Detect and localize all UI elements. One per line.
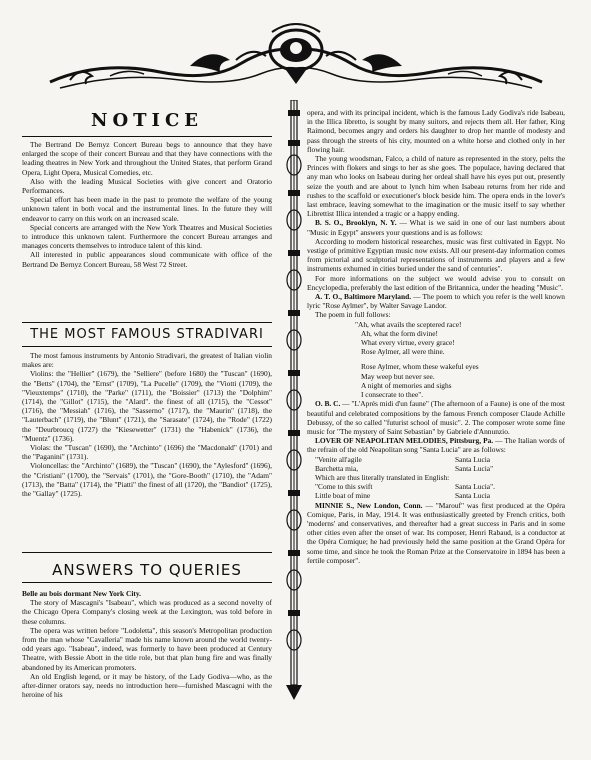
- stradivari-paragraph: Violins: the "Hellier" (1679), the "Selliere" (before 1680) the "Tuscan" (1690), the "Betts" (1704), the "Ernst" (1709), "La Pucelle" (1709), the "Viotti (1709), the "Vieuxtemps" (1710), the "Parke" (1711), the "Boissier" (1713) the "Dolphim" (1714), the "Gillot" (1715), the "Alard". the finest of all (1715), the "Cessot" (1716), the "Messiah" (1716), the "Sasserno" (1717), the "Maurin" (1718), the "Lauterbach" (1719), the "Blunt" (1721), the "Sarasate" (1724), the "Rode" (1722) the "Deurbroucq (1727) the "Kiesewetter" (1731) the "Habenick" (1736), the "Muentz" (1736).: [22, 369, 272, 443]
- stradivari-body: [22, 351, 272, 498]
- notice-paragraph: Also with the leading Musical Societies with give concert and Oratorio Performances.: [22, 176, 272, 196]
- right-paragraph: The poem in full follows:: [315, 310, 391, 320]
- stradivari-rule-top: [22, 322, 272, 323]
- right-paragraph: opera, and with its principal incident, which is the famous Lady Godiva's ride Isabeau, in the Illica libretto, is sought by many suitors, and rejects them all. Her father, King Raimond, becomes angry and orders his daughter to drop her mantle of modesty and pass through the streets of his city, mounted on a white horse and clothed only in her flowing hair.: [307, 108, 565, 154]
- stradivari-rule-bottom: [22, 346, 272, 347]
- poem-line: "Ah, what avails the sceptered race!: [355, 319, 462, 329]
- right-paragraph: LOVER OF NEAPOLITAN MELODIES, Pittsburg, Pa. — The Italian words of the refrain of the old Neapolitan song "Santa Lucia" are as follows:: [307, 436, 565, 455]
- right-column: [307, 108, 565, 565]
- notice-paragraph: Special effort has been made in the past to promote the welfare of the young unknown talent in both vocal and the instrumental lines. In the future they will endeavor to carry on this work on an increased scale.: [22, 195, 272, 223]
- poem-line: May weep but never see.: [361, 371, 435, 381]
- header-ornament: [40, 20, 552, 100]
- poem-line: A night of memories and sighs: [361, 380, 452, 390]
- poem-line: I consecrate to thee".: [361, 390, 424, 400]
- answers-paragraph: The opera was written before "Lodoletta", this season's Metropolitan production from the man whose "Cavalleria" made his name known around the world twenty-odd years ago. "Isabeau", indeed, was formerly to have been produced at Century Theatre, with Bessie Abott in the title role, but that plan hung fire and was finally abandoned by its American promoters.: [22, 625, 272, 672]
- answers-rule-top: [22, 552, 272, 553]
- song-line: "Venite all'agile Santa Lucia: [315, 454, 491, 464]
- poem-line: Ah, what the form divine!: [361, 328, 438, 338]
- answers-paragraph: An old English legend, or it may be history, of the Lady Godiva—who, as the after-dinner orators say, needs no introduction here—furnished Mascagni with the heroine of his: [22, 671, 272, 700]
- right-paragraph: A. T. O., Baltimore Maryland. — The poem to which you refer is the well known lyric "Rose Aylmer", by Walter Savage Landor.: [307, 292, 565, 311]
- right-paragraph: For more informations on the subject we would advise you to consult on Encyclopedia, preferably the last edition of the Britannica, under the heading "Music".: [307, 273, 565, 292]
- stradivari-paragraph: Violoncellas: the "Archinto" (1689), the "Tuscan" (1690), the "Aylesford" (1696), the "Cristiani" (1700), the "Servais" (1701), the "Gore-Booth" (1710), the "Adam" (1713), the "Batta" (1714), the "Piatti" the finest of all (1720), the "Bandiot" (1725), the "Gallay" (1725).: [22, 461, 272, 499]
- right-paragraph: According to modern historical researches, music was first cultivated in Egypt. No vestige of primitive Egyptian music now exists. All our present-day information comes from pictorial and sculptorial representations of instruments and players and a few instruments exhumed in cities buried under the sand of centuries".: [307, 236, 565, 274]
- right-paragraph: The young woodsman, Falco, a child of nature as represented in the story, pelts the Princes with flokers and sings to her as she goes. The populace, having declared that any man who looks on Isabeau during her ordeal shall have his eyes put out, presently seize the youth and are about to lynch him when Isabeau returns from her ride and rushes to the scaffold or executioner's block beside him. The opera ends in the lover's last embrace, leaving somewhat to the imagination or the music itself to say whether Librettist Illica intended a tragic or a happy ending.: [307, 154, 565, 219]
- notice-paragraph: All interested in public appearances sloud communicate with office of the Bertrand De Bernyz Concert Bureau, 58 West 72 Street.: [22, 250, 272, 269]
- poem-line: What every virtue, every grace!: [361, 338, 455, 348]
- stradivari-paragraph: Violas: the "Tuscan" (1690), the "Archinto" (1696) the "Macdonald" (1701) and the "Paganini" (1731).: [22, 443, 272, 462]
- right-paragraph: Which are thus literally translated in English:: [315, 472, 450, 482]
- answers-heading: Belle au bois dormant New York City.: [22, 589, 142, 598]
- answers-body: [22, 589, 272, 699]
- notice-rule: [22, 136, 272, 137]
- song-line: Barchetta mia, Santa Lucia": [315, 463, 494, 473]
- poem-line: Rose Aylmer, whom these wakeful eyes: [361, 362, 479, 372]
- stradivari-paragraph: The most famous instruments by Antonio Stradivari, the greatest of Italian violin makes are:: [22, 351, 272, 370]
- answers-rule-bottom: [22, 582, 272, 583]
- answers-title: ANSWERS TO QUERIES: [52, 561, 242, 579]
- right-paragraph: B. S. O., Brooklyn, N. Y. — What is we said in one of our last numbers about "Music in Egypt" answers your questions and is as follows:: [307, 218, 565, 237]
- notice-title: NOTICE: [91, 110, 203, 131]
- notice-paragraph: Special concerts are arranged with the New York Theatres and Musical Societies to introduce this unknown talent. Furthermore the concert Bureau arranges and manages concerts themselves to introduce talent of this kind.: [22, 222, 272, 251]
- poem-line: Rose Aylmer, all were thine.: [361, 347, 445, 357]
- notice-body: [22, 140, 272, 269]
- column-divider-ornament: [282, 100, 306, 700]
- right-paragraph: O. B. C. — "L'Aprés midi d'un faune" (The afternoon of a Faune) is one of the most beautiful and celebrated compositions by the famous French composer Claude Achille Debussy, of the so called "futurist school of music". 2. The composer wrote some fine music for "The mystery of Saint Sebastian" by Gabriele d'Annunzio.: [307, 399, 565, 436]
- right-paragraph: MINNIE S., New London, Conn. — "Marouf" was first produced at the Opéra Comique, Paris, in May, 1914. It was enthusiastically greeted by French critics, both 'moderns' and conservatives, and thereafter had a great success in Paris and in some other cities even after the onset of war. Its composer, Henri Rabaud, is a conductor at the Opéra Comique; he had previously held the same position at the Grand Opéra for some time, and since he took the Roman Prize at the Conservatoire in 1894 has been a fertile composer".: [307, 500, 565, 565]
- song-line: Little boat of mine Santa Lucia: [315, 491, 491, 501]
- song-line: "Come to this swift Santa Lucia".: [315, 482, 495, 492]
- answers-paragraph: The story of Mascagni's "Isabeau", which was produced as a second novelty of the Chicago Opera Company's closing week at the Lexington, was told before in these columns.: [22, 598, 272, 626]
- stradivari-title: THE MOST FAMOUS STRADIVARI: [30, 327, 264, 342]
- notice-paragraph: The Bertrand De Bernyz Concert Bureau begs to announce that they have enlarged the scope of their concert Bureau and that they have connections with the leading theatres in New York and throughout the United States, that perform Grand Opera, Light Opera, Musical Comedies, etc.: [22, 140, 272, 177]
